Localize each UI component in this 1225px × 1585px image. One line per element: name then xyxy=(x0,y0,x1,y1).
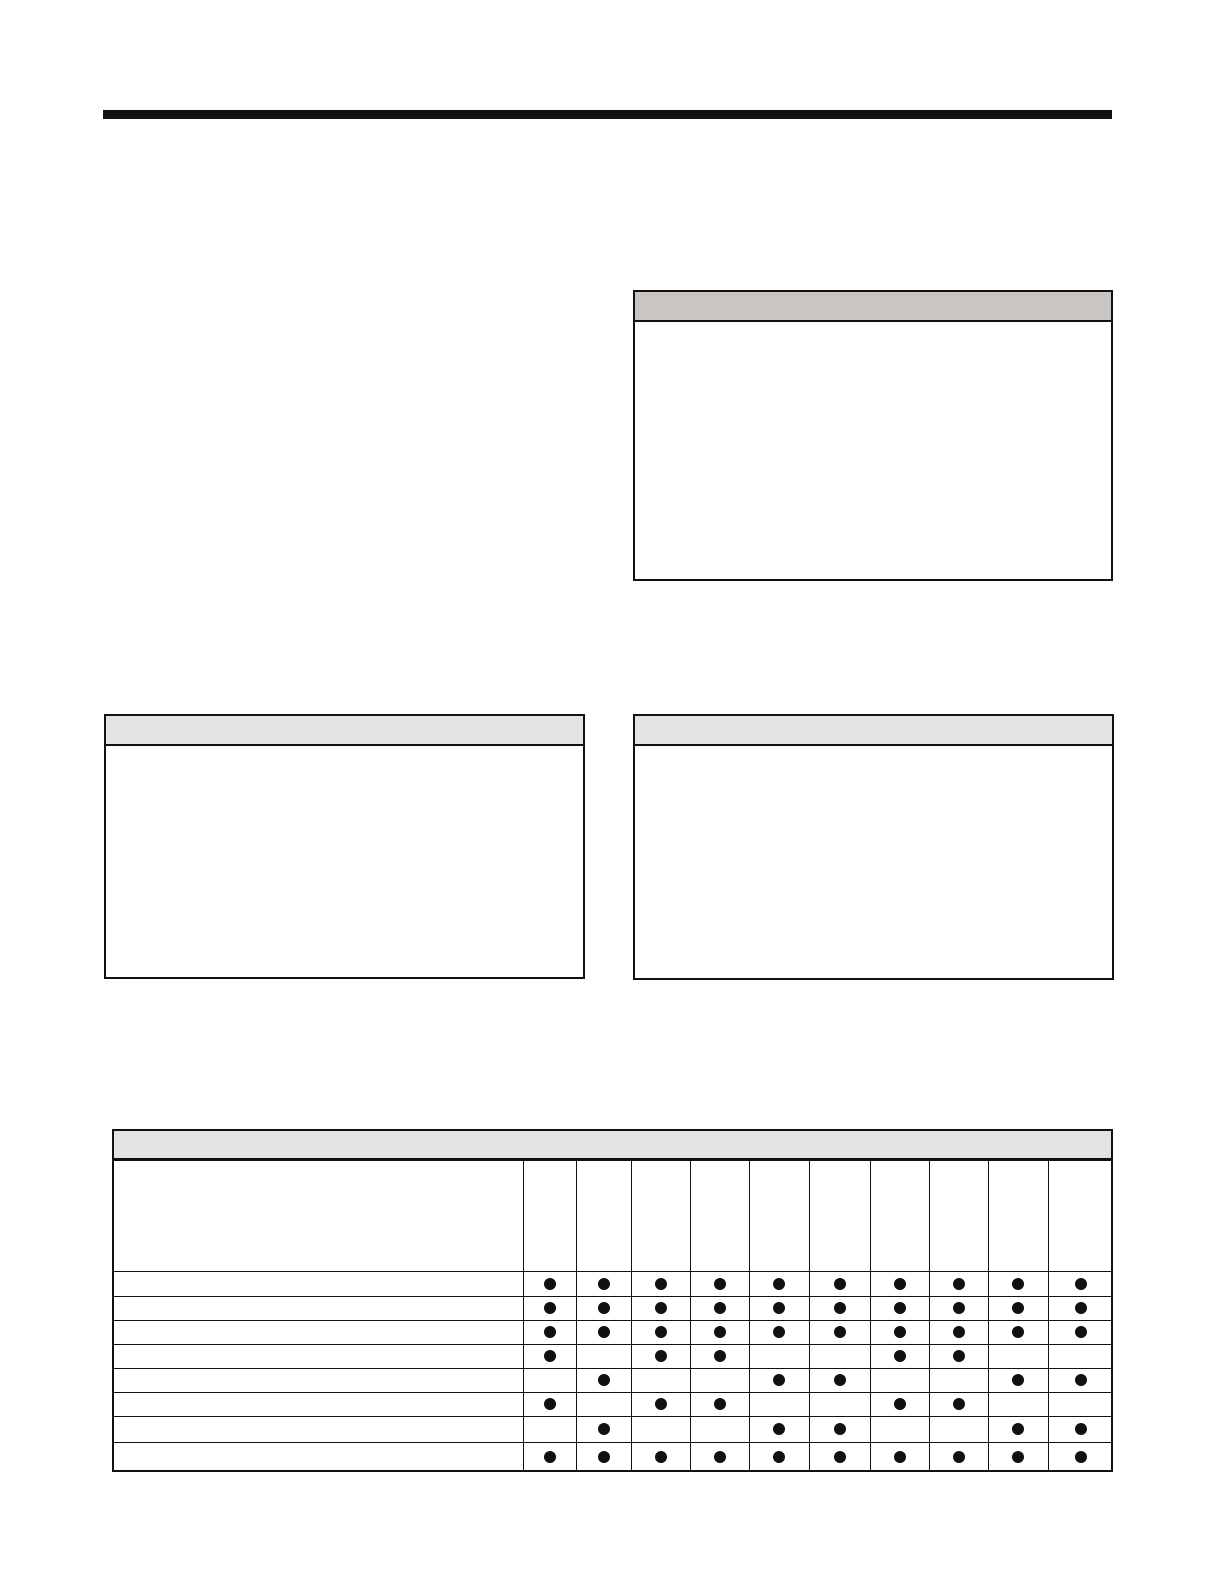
matrix-cell xyxy=(988,1344,1048,1368)
matrix-cell xyxy=(631,1392,690,1416)
bullet-dot-icon xyxy=(544,1350,556,1362)
bullet-dot-icon xyxy=(773,1451,785,1463)
matrix-cell xyxy=(631,1442,690,1472)
bullet-dot-icon xyxy=(953,1326,965,1338)
bullet-dot-icon xyxy=(714,1398,726,1410)
matrix-cell xyxy=(690,1344,749,1368)
matrix-cell xyxy=(988,1368,1048,1392)
matrix-cell xyxy=(631,1296,690,1320)
matrix-cell xyxy=(988,1416,1048,1442)
matrix-cell xyxy=(690,1271,749,1296)
bullet-dot-icon xyxy=(598,1326,610,1338)
info-box-top-right xyxy=(633,290,1113,581)
bullet-dot-icon xyxy=(544,1326,556,1338)
matrix-cell xyxy=(929,1392,988,1416)
matrix-cell xyxy=(690,1320,749,1344)
matrix-cell xyxy=(870,1368,929,1392)
bullet-dot-icon xyxy=(655,1278,667,1290)
matrix-cell xyxy=(929,1296,988,1320)
bullet-dot-icon xyxy=(1075,1278,1087,1290)
matrix-cell xyxy=(870,1442,929,1472)
matrix-cell xyxy=(1048,1271,1113,1296)
bullet-dot-icon xyxy=(834,1302,846,1314)
bullet-dot-icon xyxy=(1075,1451,1087,1463)
bullet-dot-icon xyxy=(953,1398,965,1410)
bullet-dot-icon xyxy=(714,1350,726,1362)
bullet-dot-icon xyxy=(1075,1326,1087,1338)
bullet-dot-icon xyxy=(655,1451,667,1463)
bullet-dot-icon xyxy=(953,1278,965,1290)
matrix-cell xyxy=(929,1442,988,1472)
matrix-cell xyxy=(929,1416,988,1442)
feature-matrix-header xyxy=(114,1131,1111,1161)
matrix-cell xyxy=(523,1416,576,1442)
matrix-cell xyxy=(576,1344,631,1368)
bullet-dot-icon xyxy=(773,1302,785,1314)
bullet-dot-icon xyxy=(714,1326,726,1338)
bullet-dot-icon xyxy=(544,1451,556,1463)
bullet-dot-icon xyxy=(894,1302,906,1314)
bullet-dot-icon xyxy=(773,1374,785,1386)
bullet-dot-icon xyxy=(834,1326,846,1338)
matrix-cell xyxy=(690,1296,749,1320)
matrix-cell xyxy=(749,1320,809,1344)
matrix-cell xyxy=(749,1296,809,1320)
matrix-cell xyxy=(809,1442,870,1472)
matrix-cell xyxy=(576,1296,631,1320)
bullet-dot-icon xyxy=(1075,1423,1087,1435)
matrix-cell xyxy=(576,1271,631,1296)
matrix-cell xyxy=(1048,1442,1113,1472)
matrix-cell xyxy=(690,1442,749,1472)
matrix-cell xyxy=(870,1271,929,1296)
matrix-cell xyxy=(929,1344,988,1368)
matrix-cell xyxy=(988,1442,1048,1472)
feature-matrix-table xyxy=(112,1129,1113,1472)
matrix-cell xyxy=(988,1392,1048,1416)
bullet-dot-icon xyxy=(894,1278,906,1290)
matrix-cell xyxy=(929,1271,988,1296)
matrix-cell xyxy=(631,1320,690,1344)
matrix-cell xyxy=(809,1416,870,1442)
bullet-dot-icon xyxy=(655,1350,667,1362)
matrix-cell xyxy=(988,1271,1048,1296)
info-box-middle-left xyxy=(104,714,585,979)
table-row xyxy=(114,1344,1111,1368)
matrix-cell xyxy=(576,1416,631,1442)
bullet-dot-icon xyxy=(714,1451,726,1463)
matrix-cell xyxy=(576,1368,631,1392)
matrix-cell xyxy=(631,1416,690,1442)
bullet-dot-icon xyxy=(834,1451,846,1463)
bullet-dot-icon xyxy=(598,1423,610,1435)
bullet-dot-icon xyxy=(544,1398,556,1410)
info-box-middle-right-header xyxy=(635,716,1112,746)
bullet-dot-icon xyxy=(894,1326,906,1338)
matrix-cell xyxy=(749,1392,809,1416)
matrix-cell xyxy=(523,1344,576,1368)
matrix-cell xyxy=(523,1296,576,1320)
bullet-dot-icon xyxy=(953,1350,965,1362)
matrix-cell xyxy=(1048,1416,1113,1442)
bullet-dot-icon xyxy=(773,1278,785,1290)
matrix-cell xyxy=(870,1320,929,1344)
matrix-cell xyxy=(870,1416,929,1442)
matrix-cell xyxy=(870,1392,929,1416)
bullet-dot-icon xyxy=(773,1326,785,1338)
matrix-cell xyxy=(523,1392,576,1416)
bullet-dot-icon xyxy=(894,1398,906,1410)
matrix-cell xyxy=(523,1320,576,1344)
info-box-middle-left-header xyxy=(106,716,583,746)
bullet-dot-icon xyxy=(1075,1374,1087,1386)
bullet-dot-icon xyxy=(598,1302,610,1314)
matrix-cell xyxy=(988,1320,1048,1344)
matrix-cell xyxy=(809,1296,870,1320)
matrix-cell xyxy=(690,1368,749,1392)
info-box-middle-right xyxy=(633,714,1114,980)
matrix-cell xyxy=(1048,1344,1113,1368)
matrix-cell xyxy=(809,1271,870,1296)
matrix-cell xyxy=(523,1271,576,1296)
bullet-dot-icon xyxy=(544,1302,556,1314)
bullet-dot-icon xyxy=(773,1423,785,1435)
table-row xyxy=(114,1271,1111,1296)
matrix-cell xyxy=(870,1344,929,1368)
matrix-cell xyxy=(690,1416,749,1442)
bullet-dot-icon xyxy=(834,1423,846,1435)
bullet-dot-icon xyxy=(598,1374,610,1386)
matrix-cell xyxy=(870,1296,929,1320)
matrix-cell xyxy=(749,1416,809,1442)
matrix-cell xyxy=(749,1368,809,1392)
bullet-dot-icon xyxy=(655,1302,667,1314)
matrix-cell xyxy=(988,1296,1048,1320)
table-row xyxy=(114,1416,1111,1442)
table-row xyxy=(114,1320,1111,1344)
matrix-cell xyxy=(523,1368,576,1392)
bullet-dot-icon xyxy=(894,1451,906,1463)
bullet-dot-icon xyxy=(655,1398,667,1410)
bullet-dot-icon xyxy=(598,1278,610,1290)
table-row xyxy=(114,1296,1111,1320)
table-row xyxy=(114,1392,1111,1416)
matrix-cell xyxy=(631,1271,690,1296)
bullet-dot-icon xyxy=(1075,1302,1087,1314)
bullet-dot-icon xyxy=(834,1278,846,1290)
bullet-dot-icon xyxy=(1012,1374,1024,1386)
bullet-dot-icon xyxy=(1012,1278,1024,1290)
bullet-dot-icon xyxy=(1012,1302,1024,1314)
matrix-cell xyxy=(1048,1320,1113,1344)
matrix-cell xyxy=(809,1368,870,1392)
bullet-dot-icon xyxy=(655,1326,667,1338)
bullet-dot-icon xyxy=(834,1374,846,1386)
top-rule xyxy=(103,110,1112,119)
bullet-dot-icon xyxy=(953,1451,965,1463)
matrix-cell xyxy=(523,1442,576,1472)
matrix-cell xyxy=(749,1271,809,1296)
matrix-cell xyxy=(929,1368,988,1392)
bullet-dot-icon xyxy=(714,1302,726,1314)
matrix-cell xyxy=(1048,1296,1113,1320)
matrix-cell xyxy=(631,1344,690,1368)
matrix-cell xyxy=(690,1392,749,1416)
bullet-dot-icon xyxy=(894,1350,906,1362)
table-row xyxy=(114,1442,1111,1472)
table-row xyxy=(114,1368,1111,1392)
bullet-dot-icon xyxy=(1012,1423,1024,1435)
matrix-cell xyxy=(809,1344,870,1368)
info-box-top-right-header xyxy=(635,292,1111,322)
bullet-dot-icon xyxy=(544,1278,556,1290)
matrix-cell xyxy=(576,1442,631,1472)
matrix-cell xyxy=(1048,1392,1113,1416)
matrix-cell xyxy=(929,1320,988,1344)
bullet-dot-icon xyxy=(598,1451,610,1463)
matrix-cell xyxy=(749,1344,809,1368)
matrix-cell xyxy=(809,1320,870,1344)
bullet-dot-icon xyxy=(1012,1326,1024,1338)
matrix-cell xyxy=(809,1392,870,1416)
matrix-cell xyxy=(576,1392,631,1416)
matrix-cell xyxy=(1048,1368,1113,1392)
bullet-dot-icon xyxy=(953,1302,965,1314)
bullet-dot-icon xyxy=(1012,1451,1024,1463)
matrix-cell xyxy=(749,1442,809,1472)
matrix-cell xyxy=(576,1320,631,1344)
bullet-dot-icon xyxy=(714,1278,726,1290)
matrix-cell xyxy=(631,1368,690,1392)
